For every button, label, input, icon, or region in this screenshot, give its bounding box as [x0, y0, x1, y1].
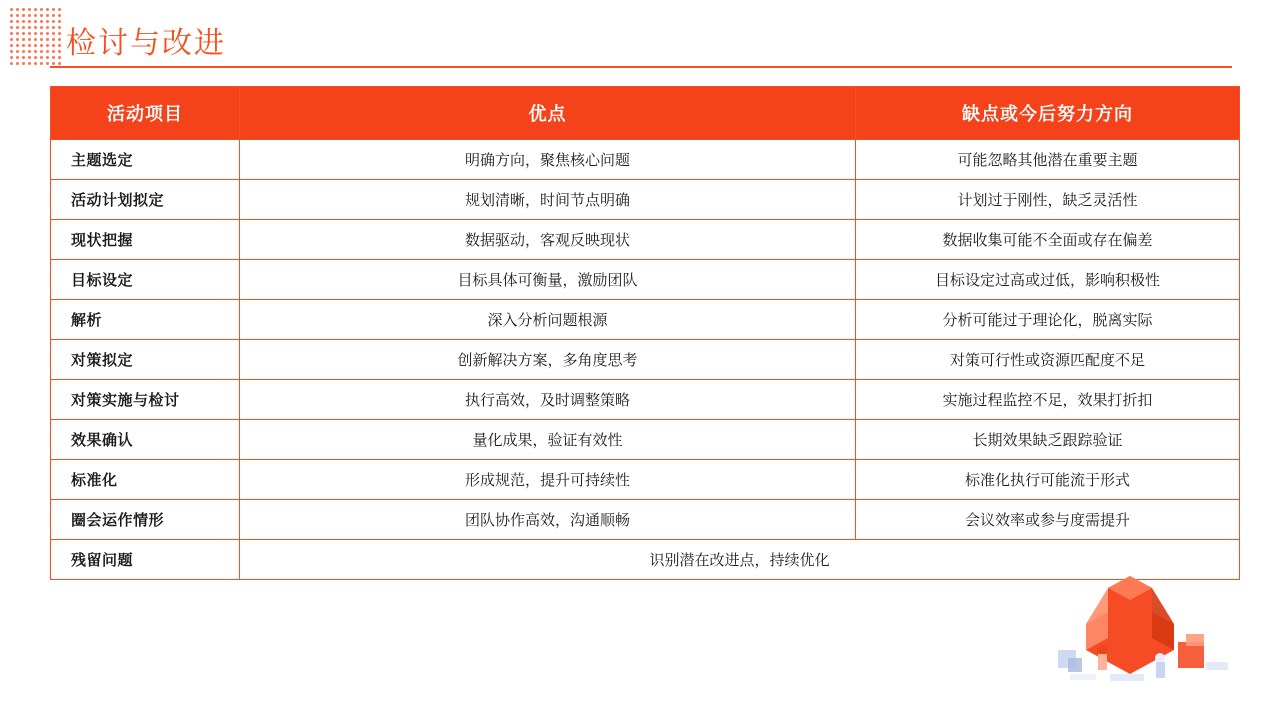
dot [34, 38, 37, 41]
cell-cons: 分析可能过于理论化，脱离实际 [856, 300, 1240, 340]
cell-pros: 深入分析问题根源 [240, 300, 856, 340]
cell-pros: 量化成果，验证有效性 [240, 420, 856, 460]
dot [10, 20, 13, 23]
cell-pros: 形成规范，提升可持续性 [240, 460, 856, 500]
dot [40, 44, 43, 47]
dot [34, 20, 37, 23]
dot [40, 20, 43, 23]
table-row [51, 180, 1240, 220]
table-row [51, 260, 1240, 300]
dot [10, 62, 13, 65]
dot [46, 8, 49, 11]
dot [58, 38, 61, 41]
dot [52, 26, 55, 29]
dot [34, 62, 37, 65]
dot [40, 50, 43, 53]
dot [22, 26, 25, 29]
dot [52, 56, 55, 59]
table-row [51, 220, 1240, 260]
dot [58, 8, 61, 11]
dot [16, 50, 19, 53]
dot [58, 14, 61, 17]
dot [46, 62, 49, 65]
dot [28, 20, 31, 23]
cell-activity-item: 圈会运作情形 [51, 500, 240, 540]
dot [28, 14, 31, 17]
table-row [51, 140, 1240, 180]
dot [46, 14, 49, 17]
cell-pros: 数据驱动，客观反映现状 [240, 220, 856, 260]
dot [40, 14, 43, 17]
cell-pros: 明确方向，聚焦核心问题 [240, 140, 856, 180]
dot [52, 8, 55, 11]
dot [10, 38, 13, 41]
table-body [51, 140, 1240, 580]
dot [58, 50, 61, 53]
dot [22, 8, 25, 11]
dot [46, 38, 49, 41]
cell-activity-item: 现状把握 [51, 220, 240, 260]
dot [28, 62, 31, 65]
dot [46, 56, 49, 59]
isometric-illustration [1010, 558, 1240, 698]
cell-cons: 实施过程监控不足，效果打折扣 [856, 380, 1240, 420]
dot [16, 56, 19, 59]
review-table-wrapper [50, 86, 1230, 580]
cell-activity-item: 活动计划拟定 [51, 180, 240, 220]
cell-activity-item: 目标设定 [51, 260, 240, 300]
dot [58, 62, 61, 65]
dot [16, 14, 19, 17]
dot [10, 26, 13, 29]
dot [16, 8, 19, 11]
dot [28, 32, 31, 35]
dot [52, 50, 55, 53]
dot [10, 14, 13, 17]
cell-pros: 执行高效，及时调整策略 [240, 380, 856, 420]
dot [40, 38, 43, 41]
cell-cons: 会议效率或参与度需提升 [856, 500, 1240, 540]
dot [52, 32, 55, 35]
dot [52, 44, 55, 47]
dot [58, 20, 61, 23]
table-header [51, 87, 1240, 140]
dot [28, 8, 31, 11]
table-row [51, 460, 1240, 500]
dot [22, 38, 25, 41]
dot [52, 20, 55, 23]
decorative-dot-grid [10, 8, 66, 68]
dot [28, 44, 31, 47]
dot [58, 26, 61, 29]
dot [22, 44, 25, 47]
dot [40, 32, 43, 35]
dot [58, 32, 61, 35]
dot [16, 62, 19, 65]
dot [40, 56, 43, 59]
dot [22, 32, 25, 35]
dot [10, 44, 13, 47]
dot [34, 14, 37, 17]
column-header-item: 活动项目 [51, 87, 240, 140]
dot [28, 26, 31, 29]
cell-activity-item: 对策拟定 [51, 340, 240, 380]
dot [22, 50, 25, 53]
dot [52, 38, 55, 41]
dot [16, 26, 19, 29]
dot [28, 38, 31, 41]
review-table [50, 86, 1240, 580]
dot [28, 56, 31, 59]
cell-cons: 计划过于刚性，缺乏灵活性 [856, 180, 1240, 220]
cell-activity-item: 残留问题 [51, 540, 240, 580]
cell-pros: 目标具体可衡量，激励团队 [240, 260, 856, 300]
dot [10, 56, 13, 59]
dot [52, 14, 55, 17]
cell-merged-note: 识别潜在改进点，持续优化 [240, 540, 1240, 580]
cell-cons: 目标设定过高或过低，影响积极性 [856, 260, 1240, 300]
cell-pros: 创新解决方案，多角度思考 [240, 340, 856, 380]
dot [16, 44, 19, 47]
cell-cons: 数据收集可能不全面或存在偏差 [856, 220, 1240, 260]
dot [22, 14, 25, 17]
cell-activity-item: 解析 [51, 300, 240, 340]
dot [22, 20, 25, 23]
dot [10, 32, 13, 35]
dot [22, 62, 25, 65]
table-row [51, 500, 1240, 540]
dot [22, 56, 25, 59]
dot [16, 38, 19, 41]
cell-pros: 团队协作高效，沟通顺畅 [240, 500, 856, 540]
dot [46, 20, 49, 23]
dot [40, 26, 43, 29]
dot [34, 56, 37, 59]
dot [46, 44, 49, 47]
dot [46, 50, 49, 53]
dot [46, 26, 49, 29]
table-row [51, 380, 1240, 420]
column-header-pros: 优点 [240, 87, 856, 140]
dot [52, 62, 55, 65]
dot [34, 50, 37, 53]
dot [58, 44, 61, 47]
dot [28, 50, 31, 53]
cell-activity-item: 主题选定 [51, 140, 240, 180]
cell-activity-item: 标准化 [51, 460, 240, 500]
dot [58, 56, 61, 59]
cell-cons: 长期效果缺乏跟踪验证 [856, 420, 1240, 460]
dot [10, 50, 13, 53]
table-row [51, 340, 1240, 380]
cell-activity-item: 对策实施与检讨 [51, 380, 240, 420]
dot [40, 8, 43, 11]
dot [10, 8, 13, 11]
dot [40, 62, 43, 65]
dot [34, 32, 37, 35]
dot [34, 44, 37, 47]
column-header-cons: 缺点或今后努力方向 [856, 87, 1240, 140]
dot [16, 32, 19, 35]
cell-cons: 标准化执行可能流于形式 [856, 460, 1240, 500]
table-row [51, 420, 1240, 460]
cell-cons: 对策可行性或资源匹配度不足 [856, 340, 1240, 380]
cell-pros: 规划清晰，时间节点明确 [240, 180, 856, 220]
dot [46, 32, 49, 35]
table-header-row [51, 87, 1240, 140]
dot [34, 8, 37, 11]
dot [16, 20, 19, 23]
cell-cons: 可能忽略其他潜在重要主题 [856, 140, 1240, 180]
page-title: 检讨与改进 [66, 27, 226, 60]
cell-activity-item: 效果确认 [51, 420, 240, 460]
title-divider [50, 66, 1232, 68]
table-row [51, 300, 1240, 340]
dot [34, 26, 37, 29]
